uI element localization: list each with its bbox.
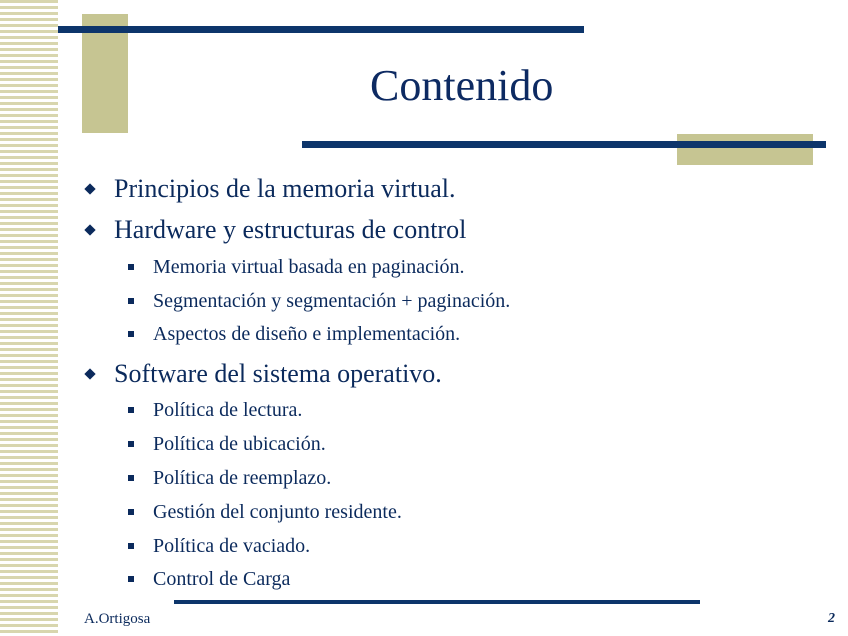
page-number: 2 <box>828 611 835 626</box>
list-item-text: Hardware y estructuras de control <box>114 215 467 244</box>
square-bullet-icon <box>128 331 134 337</box>
list-subitem <box>128 321 460 347</box>
square-bullet-icon <box>128 509 134 515</box>
slide-title: Contenido <box>370 61 554 110</box>
list-item-text: Memoria virtual basada en paginación. <box>153 256 465 278</box>
diamond-bullet-icon <box>84 183 95 194</box>
square-bullet-icon <box>128 407 134 413</box>
diamond-bullet-icon <box>84 368 95 379</box>
list-subitem <box>128 288 510 314</box>
square-bullet-icon <box>128 543 134 549</box>
square-bullet-icon <box>128 441 134 447</box>
list-item-text: Principios de la memoria virtual. <box>114 174 456 203</box>
list-subitem <box>128 499 402 525</box>
diamond-bullet-icon <box>84 224 95 235</box>
list-item <box>86 214 466 246</box>
list-subitem <box>128 533 310 559</box>
bottom-navy-rule <box>174 600 700 604</box>
list-item-text: Gestión del conjunto residente. <box>153 501 402 523</box>
list-subitem <box>128 465 331 491</box>
list-item-text: Política de lectura. <box>153 399 303 421</box>
list-subitem <box>128 397 302 423</box>
square-bullet-icon <box>128 298 134 304</box>
list-item <box>86 173 456 205</box>
list-item-text: Política de vaciado. <box>153 535 311 557</box>
list-item-text: Política de reemplazo. <box>153 467 332 489</box>
list-subitem <box>128 431 326 457</box>
square-bullet-icon <box>128 475 134 481</box>
list-item-text: Aspectos de diseño e implementación. <box>153 323 461 345</box>
list-item <box>86 358 442 390</box>
list-item-text: Control de Carga <box>153 568 291 590</box>
list-item-text: Software del sistema operativo. <box>114 359 442 388</box>
list-item-text: Segmentación y segmentación + paginación. <box>153 290 511 312</box>
list-subitem <box>128 254 465 280</box>
square-bullet-icon <box>128 264 134 270</box>
list-subitem <box>128 566 290 592</box>
footer-author: A.Ortigosa <box>84 611 151 627</box>
square-bullet-icon <box>128 576 134 582</box>
list-item-text: Política de ubicación. <box>153 433 326 455</box>
